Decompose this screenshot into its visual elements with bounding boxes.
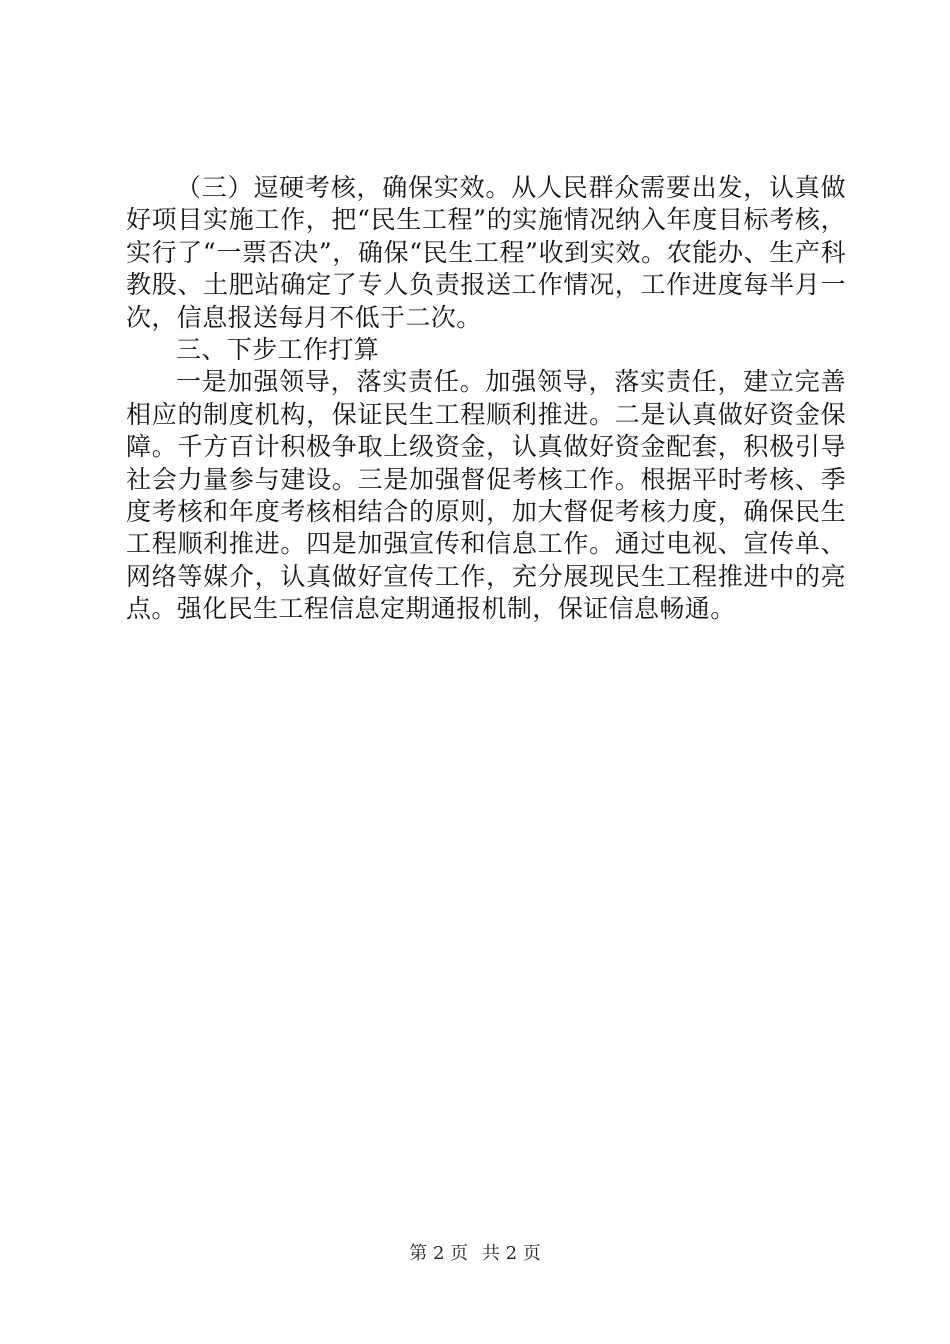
page-number: 第 2 页 [409, 1243, 469, 1264]
page-total: 共 2 页 [481, 1243, 541, 1264]
section-heading-next-steps: 三、下步工作打算 [176, 335, 380, 365]
paragraph-assessment: （三）逗硬考核，确保实效。从人民群众需要出发，认真做好项目实施工作，把“民生工程”的实施情况纳入年度目标考核，实行了“一票否决”，确保“民生工程”收到实效。农能办、生产科教股、土肥站确定了专人负责报送工作情况，工作进度每半月一次，信息报送每月不低于二次。 [126, 173, 846, 332]
document-body [126, 172, 846, 626]
paragraph-next-steps: 一是加强领导，落实责任。加强领导，落实责任，建立完善相应的制度机构，保证民生工程顺利推进。二是认真做好资金保障。千方百计积极争取上级资金，认真做好资金配套，积极引导社会力量参与建设。三是加强督促考核工作。根据平时考核、季度考核和年度考核相结合的原则，加大督促考核力度，确保民生工程顺利推进。四是加强宣传和信息工作。通过电视、宣传单、网络等媒介，认真做好宣传工作，充分展现民生工程推进中的亮点。强化民生工程信息定期通报机制，保证信息畅通。 [126, 367, 846, 624]
page-footer [0, 1242, 950, 1266]
